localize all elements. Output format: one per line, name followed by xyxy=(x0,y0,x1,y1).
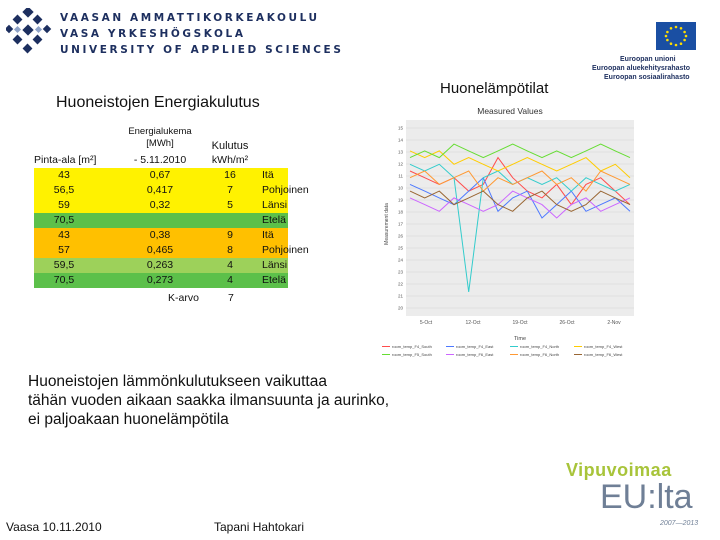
cell-consumption: 8 xyxy=(227,244,233,256)
kvalue: 7 xyxy=(228,292,234,304)
y-tick-label: 24 xyxy=(397,257,403,263)
y-tick-label: 12 xyxy=(397,161,403,167)
cell-area: 43 xyxy=(58,229,70,241)
chart-ylabel: Measurement data xyxy=(384,203,390,245)
main-text-line-3: ei paljoakaan huonelämpötila xyxy=(28,411,229,428)
footer-date: Vaasa 10.11.2010 xyxy=(6,520,102,534)
y-tick-label: 15 xyxy=(397,125,403,131)
x-tick-label: 19-Oct xyxy=(512,320,528,326)
y-tick-label: 20 xyxy=(397,305,403,311)
legend-entry: room_temp_F6_North xyxy=(520,352,560,357)
vipu-word: Vipuvoimaa xyxy=(566,460,672,480)
cell-energy: 0,465 xyxy=(146,244,174,256)
x-tick-label: 2-Nov xyxy=(607,320,621,326)
footer-author: Tapani Hahtokari xyxy=(214,520,305,534)
x-tick-label: 12-Oct xyxy=(465,320,481,326)
plot-area xyxy=(406,120,634,316)
y-tick-label: 11 xyxy=(398,173,403,179)
energy-table xyxy=(34,122,309,288)
cell-direction: Länsi xyxy=(262,199,288,211)
header-consumption-l2: kWh/m² xyxy=(211,154,249,166)
cell-direction: Itä xyxy=(262,169,274,181)
main-text-line-1: Huoneistojen lämmönkulutukseen vaikuttaa xyxy=(28,373,327,390)
vamk-logo-icon xyxy=(6,8,52,54)
cell-consumption: 16 xyxy=(224,169,236,181)
institution-name-fi: VAASAN AMMATTIKORKEAKOULU xyxy=(60,12,320,24)
header-energy-l2: [MWh] xyxy=(146,138,174,149)
eu-text-social-fund: Euroopan sosiaalirahasto xyxy=(604,74,690,81)
legend-entry: room_temp_F4_North xyxy=(520,344,560,349)
cell-area: 59,5 xyxy=(53,259,75,271)
cell-consumption: 5 xyxy=(227,199,233,211)
x-tick-label: 5-Oct xyxy=(419,320,433,326)
cell-area: 70,5 xyxy=(53,214,75,226)
temperature-title: Huonelämpötilat xyxy=(440,80,549,97)
cell-consumption: 7 xyxy=(227,184,233,196)
institution-name-en: UNIVERSITY OF APPLIED SCIENCES xyxy=(60,44,344,56)
cell-area: 70,5 xyxy=(53,274,75,286)
eu-flag-icon xyxy=(656,22,696,50)
institution-name-sv: VASA YRKESHÖGSKOLA xyxy=(60,28,246,40)
eu-text-union: Euroopan unioni xyxy=(620,56,676,63)
legend-entry: room_temp_F5_South xyxy=(392,352,432,357)
vipu-eu: EU:lta xyxy=(600,478,693,516)
cell-consumption: 4 xyxy=(227,259,233,271)
eu-text-regional-fund: Euroopan aluekehitysrahasto xyxy=(592,65,691,72)
cell-energy: 0,32 xyxy=(149,199,171,211)
y-tick-label: 13 xyxy=(397,149,403,155)
header-energy-l3: - 5.11.2010 xyxy=(133,154,187,166)
cell-direction: Pohjoinen xyxy=(262,244,309,256)
y-tick-label: 19 xyxy=(397,197,403,203)
cell-energy: 0,417 xyxy=(146,184,174,196)
cell-direction: Pohjoinen xyxy=(262,184,309,196)
temperature-chart xyxy=(380,104,640,364)
cell-energy: 0,273 xyxy=(146,274,174,286)
legend-entry: room_temp_F4_West xyxy=(584,344,623,349)
y-tick-label: 26 xyxy=(397,233,403,239)
legend-entry: room_temp_F6_West xyxy=(584,352,623,357)
cell-area: 59 xyxy=(58,199,70,211)
cell-consumption: 4 xyxy=(227,274,233,286)
cell-area: 43 xyxy=(58,169,70,181)
kvalue-label: K-arvo xyxy=(168,292,199,304)
legend-entry: room_temp_F6_East xyxy=(456,352,494,357)
cell-energy: 0,263 xyxy=(146,259,174,271)
vipu-years: 2007—2013 xyxy=(660,520,699,527)
energy-title: Huoneistojen Energiakulutus xyxy=(56,94,260,111)
cell-energy: 0,67 xyxy=(149,169,171,181)
vipuvoimaa-logo xyxy=(566,458,716,538)
cell-direction: Länsi xyxy=(262,259,288,271)
y-tick-label: 10 xyxy=(397,185,403,191)
y-tick-label: 23 xyxy=(397,269,403,275)
cell-direction: Etelä xyxy=(262,274,286,286)
y-tick-label: 18 xyxy=(397,209,403,215)
legend-entry: room_temp_F4_South xyxy=(392,344,432,349)
x-tick-label: 26-Oct xyxy=(559,320,575,326)
header-consumption-l1: Kulutus xyxy=(211,140,249,152)
cell-consumption: 9 xyxy=(227,229,233,241)
cell-direction: Itä xyxy=(262,229,274,241)
chart-xlabel: Time xyxy=(513,336,527,342)
cell-energy: 0,38 xyxy=(149,229,171,241)
y-tick-label: 14 xyxy=(397,137,403,143)
chart-title: Measured Values xyxy=(477,106,543,116)
y-tick-label: 17 xyxy=(397,221,403,227)
header-energy-l1: Energialukema xyxy=(128,126,192,137)
y-tick-label: 25 xyxy=(397,245,403,251)
cell-direction: Etelä xyxy=(262,214,286,226)
cell-area: 56,5 xyxy=(53,184,75,196)
main-text xyxy=(28,372,389,429)
main-text-line-2: tähän vuoden aikaan saakka ilmansuunta ja aurinko, xyxy=(28,392,390,409)
legend-entry: room_temp_F4_East xyxy=(456,344,494,349)
header-area: Pinta-ala [m²] xyxy=(34,154,97,166)
y-tick-label: 22 xyxy=(397,281,403,287)
y-tick-label: 21 xyxy=(397,293,403,299)
cell-area: 57 xyxy=(58,244,70,256)
